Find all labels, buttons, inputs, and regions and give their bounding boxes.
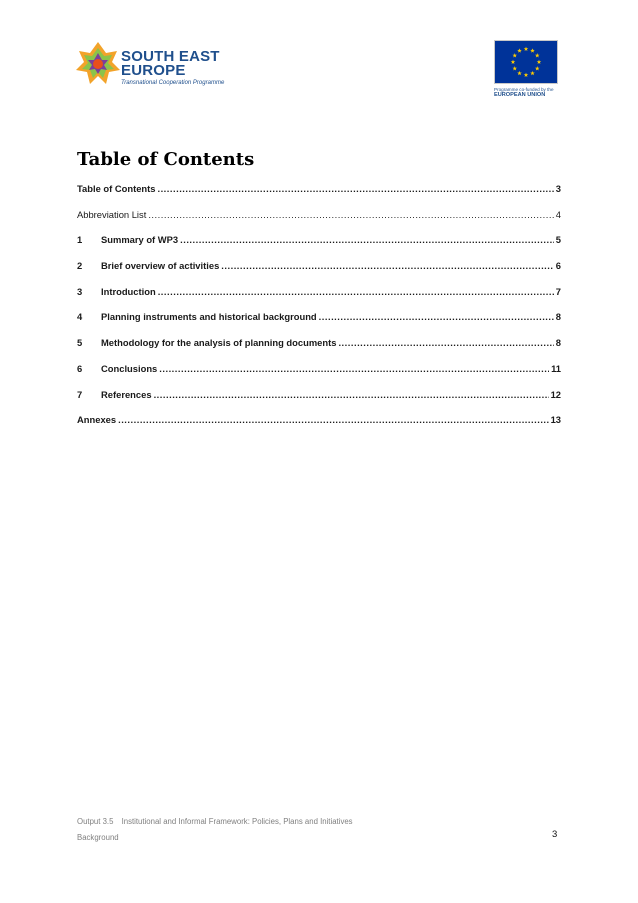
toc-heading: Table of Contents (77, 149, 255, 170)
footer-page-number: 3 (552, 829, 558, 840)
toc-entry-number: 4 (77, 311, 83, 323)
toc-dot-leader (338, 338, 553, 348)
toc-entry[interactable] (77, 338, 561, 348)
toc-dot-leader (157, 184, 553, 194)
eu-star-icon (512, 53, 517, 57)
logo-title-line1: SOUTH EAST (121, 48, 220, 65)
toc-entry-number: 2 (77, 260, 83, 272)
footer-output-code: Output 3.5 (77, 817, 114, 826)
eu-star-icon (524, 47, 529, 51)
toc-entry[interactable] (77, 415, 561, 425)
toc-dot-leader (159, 364, 549, 374)
toc-entry[interactable] (77, 390, 561, 400)
star-logo-icon (76, 38, 120, 94)
toc-dot-leader (180, 235, 554, 245)
toc-entry-page: 11 (551, 362, 561, 374)
footer (77, 814, 353, 846)
toc-dot-leader (154, 390, 549, 400)
eu-caption: Programme co-funded by the (494, 87, 554, 92)
eu-star-icon (517, 48, 522, 52)
toc-entry-title: Table of Contents (77, 183, 156, 194)
toc-entry-title: Methodology for the analysis of planning documents (101, 337, 337, 349)
toc-entry-title: Conclusions (101, 362, 158, 374)
toc-entry-title: Planning instruments and historical background (101, 311, 317, 323)
toc-entry-title: Abbreviation List (77, 208, 147, 220)
toc-entry-page: 8 (555, 311, 561, 323)
toc-entry[interactable] (77, 210, 561, 220)
toc-entry-number: 5 (77, 337, 83, 349)
eu-star-icon (537, 60, 542, 64)
toc-entry-title: References (101, 388, 152, 400)
eu-star-icon (512, 66, 517, 70)
toc-dot-leader (148, 210, 553, 220)
see-programme-logo (76, 38, 226, 94)
toc-entry[interactable] (77, 235, 561, 245)
footer-title-cont: Background (77, 833, 119, 842)
toc-entry-title: Summary of WP3 (101, 234, 179, 246)
toc-entry[interactable] (77, 184, 561, 194)
toc-entry[interactable] (77, 364, 561, 374)
toc-entry-number: 6 (77, 362, 83, 374)
toc-entry-page: 13 (550, 414, 561, 426)
toc-entry-page: 6 (555, 260, 561, 272)
toc-entry-number: 7 (77, 388, 83, 400)
footer-title: Institutional and Informal Framework: Policies, Plans and Initiatives (121, 817, 353, 826)
toc-dot-leader (118, 415, 548, 425)
toc-entry[interactable] (77, 287, 561, 297)
logo-title-line2: EUROPE (121, 62, 186, 79)
table-of-contents (77, 184, 561, 441)
toc-dot-leader (319, 312, 554, 322)
toc-entry-page: 12 (550, 388, 561, 400)
toc-entry[interactable] (77, 312, 561, 322)
eu-logo (494, 40, 558, 98)
logo-subtitle: Transnational Cooperation Programme (121, 80, 225, 86)
eu-star-icon (530, 48, 535, 52)
toc-entry-number: 1 (77, 234, 83, 246)
eu-star-icon (511, 60, 516, 64)
eu-star-icon (524, 73, 529, 77)
eu-star-icon (535, 66, 540, 70)
eu-flag-icon (494, 40, 558, 84)
toc-entry-title: Introduction (101, 285, 156, 297)
eu-star-icon (535, 53, 540, 57)
eu-star-icon (530, 71, 535, 75)
toc-entry-title: Brief overview of activities (101, 260, 220, 272)
eu-caption-strong: EUROPEAN UNION (494, 92, 546, 98)
eu-star-icon (517, 71, 522, 75)
toc-entry-page: 7 (555, 285, 561, 297)
toc-entry-page: 4 (555, 208, 561, 220)
toc-entry-page: 8 (555, 337, 561, 349)
toc-entry-number: 3 (77, 285, 83, 297)
toc-entry[interactable] (77, 261, 561, 271)
toc-entry-page: 3 (555, 183, 561, 194)
toc-dot-leader (221, 261, 554, 271)
toc-entry-page: 5 (555, 234, 561, 246)
toc-entry-title: Annexes (77, 414, 117, 426)
toc-dot-leader (158, 287, 554, 297)
